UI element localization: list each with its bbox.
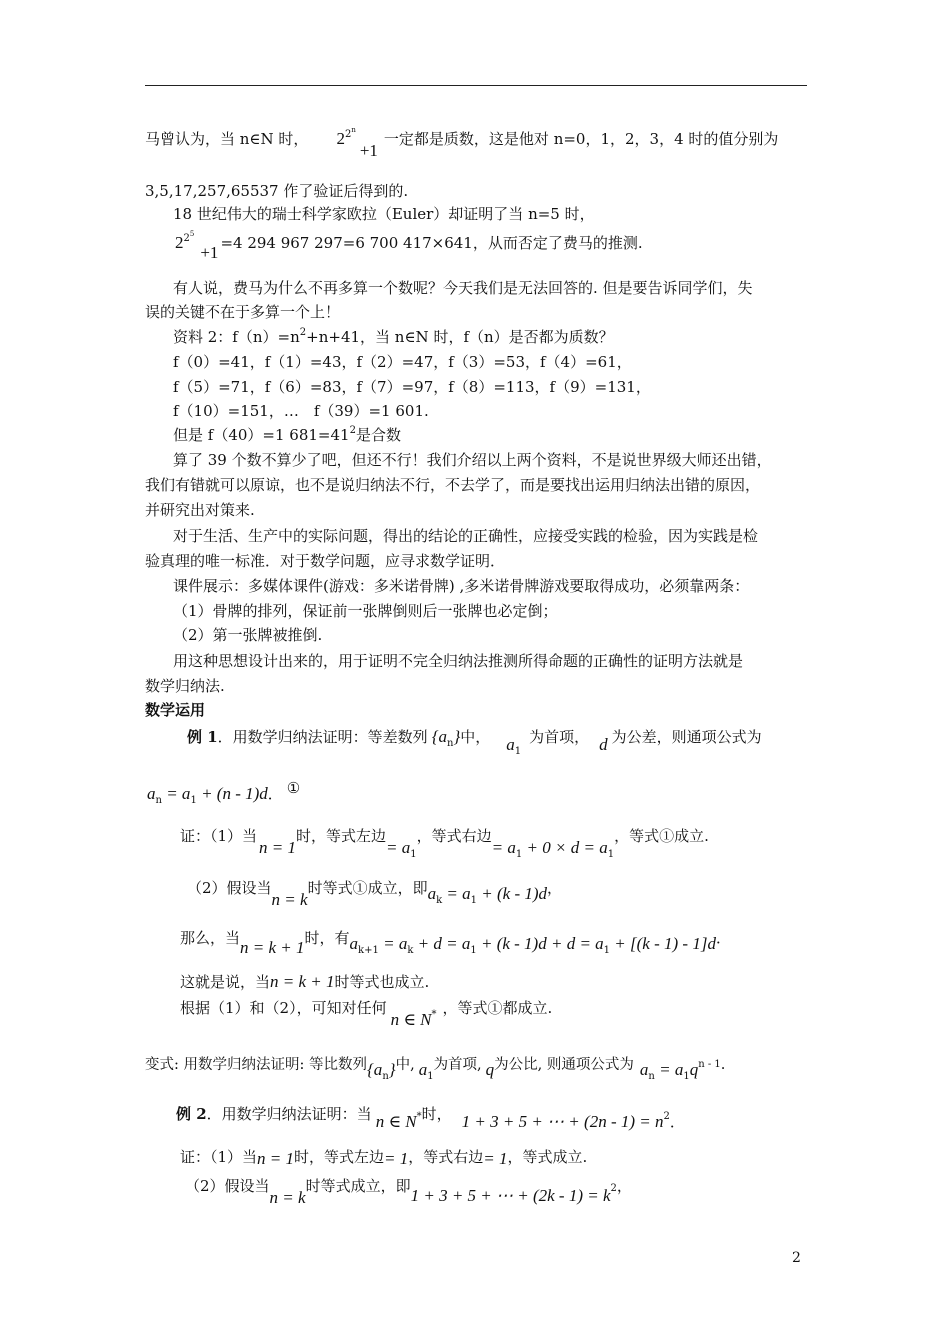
proof-line: 根据（1）和（2），可知对任何n ∈ $N_*$ ，等式①都成立. (180, 999, 553, 1029)
text-line: 18 世纪伟大的瑞士科学家欧拉（Euler）却证明了当 n=5 时， (173, 205, 595, 223)
text-line: 但是 f（40）=1 $681=41^2$是合数 (173, 425, 401, 444)
text-line: $2^{25}+1 =4$ 294 967 297=6 700 417×641，从而否定了费马的推测. (175, 230, 643, 262)
text-line: 我们有错就可以原谅，也不是说归纳法不行，不去学了，而是要找出运用归纳法出错的原因， (145, 476, 761, 494)
text-line: 验真理的唯一标准．对于数学问题，应寻求数学证明． (145, 552, 506, 570)
text-line: （2）第一张牌被推倒. (173, 626, 323, 644)
proof-line: 证：（1）当n = 1时，等式左边= $a_1$，等式右边= $a_1 + 0 \times d = a_1$，等式①成立. (180, 827, 709, 860)
text-line: 数学归纳法. (145, 677, 225, 695)
proof-line: 证：（1）当n = 1时，等式左边= 1，等式右边= 1，等式成立. (180, 1148, 588, 1168)
text-line: 对于生活、生产中的实际问题，得出的结论的正确性，应接受实践的检验，因为实践是检 (173, 527, 759, 545)
text-line: 误的关键不在于多算一个上！ (145, 303, 341, 321)
header-rule (145, 85, 807, 86)
proof-line: （2）假设当n = k时等式成立，即1 + 3 + 5 + ⋯ + (2k - 1) = k2， (185, 1177, 632, 1207)
page-number: 2 (792, 1250, 801, 1266)
section-heading: 数学运用 (145, 701, 206, 719)
text-line: f（0）=41，f（1）=43，f（2）=47，f（3）=53，f（4）=61， (173, 353, 632, 371)
formula-1: $a_n = a_1 + (n - 1)d$． ① (147, 779, 301, 806)
text-line: 用这种思想设计出来的，用于证明不完全归纳法推测所得命题的正确性的证明方法就是 (173, 652, 744, 670)
text-line: 算了 39 个数不算少了吧，但还不行！我们介绍以上两个资料，不是说世界级大师还出错， (173, 451, 772, 469)
example-2: 例 2．用数学归纳法证明：当 n ∈ N*时， 1 + 3 + 5 + ⋯ + (2n - 1) = n2． (176, 1105, 685, 1131)
proof-line: （2）假设当n = k时等式①成立，即$a_k = a_1 + (k - 1)d$， (187, 879, 563, 909)
example-1: 例 1．用数学归纳法证明：等差数列 $\{a_n\}$中， $a_1$为首项， d 为公差，则通项公式为 (187, 727, 762, 757)
proof-line: 这就是说，当n = k + 1时等式也成立. (180, 972, 430, 991)
text-line: 马曾认为，当 n∈N 时， $2^{2n}+1$一定都是质数，这是他对 n=0，1，2，3，4 时的值分别为 (145, 126, 779, 160)
text-line: （1）骨牌的排列，保证前一张牌倒则后一张牌也必定倒； (173, 602, 558, 620)
text-line: f（10）=151，… f（39）=1 601. (173, 402, 429, 420)
text-line: 并研究出对策来. (145, 501, 255, 519)
text-line: 资料 2：$f(n)=n^2+n+41$，当 n∈N 时，f（n）是否都为质数？ (173, 327, 614, 346)
text-line: f（5）=71，f（6）=83，f（7）=97，f（8）=113，f（9）=131， (173, 378, 651, 396)
text-line: 3,5,17,257,65537 作了验证后得到的. (145, 182, 409, 200)
text-line: 有人说，费马为什么不再多算一个数呢？今天我们是无法回答的. 但是要告诉同学们，失 (173, 279, 753, 297)
variant-line: 变式: 用数学归纳法证明: 等比数列$\{a_n\}$中, $a_1$为首项, q为公比, 则通项公式为 $a_n = a_1qn - 1$. (145, 1057, 726, 1082)
text-line: 课件展示：多媒体课件(游戏：多米诺骨牌) ,多米诺骨牌游戏要取得成功，必须靠两条： (173, 577, 750, 595)
proof-line: 那么，当n = k + 1时，有$a_{k+1} = a_k + d = a_1 + (k - 1)d + d = a_1 + [(k - 1) - 1]d$． (180, 929, 731, 957)
